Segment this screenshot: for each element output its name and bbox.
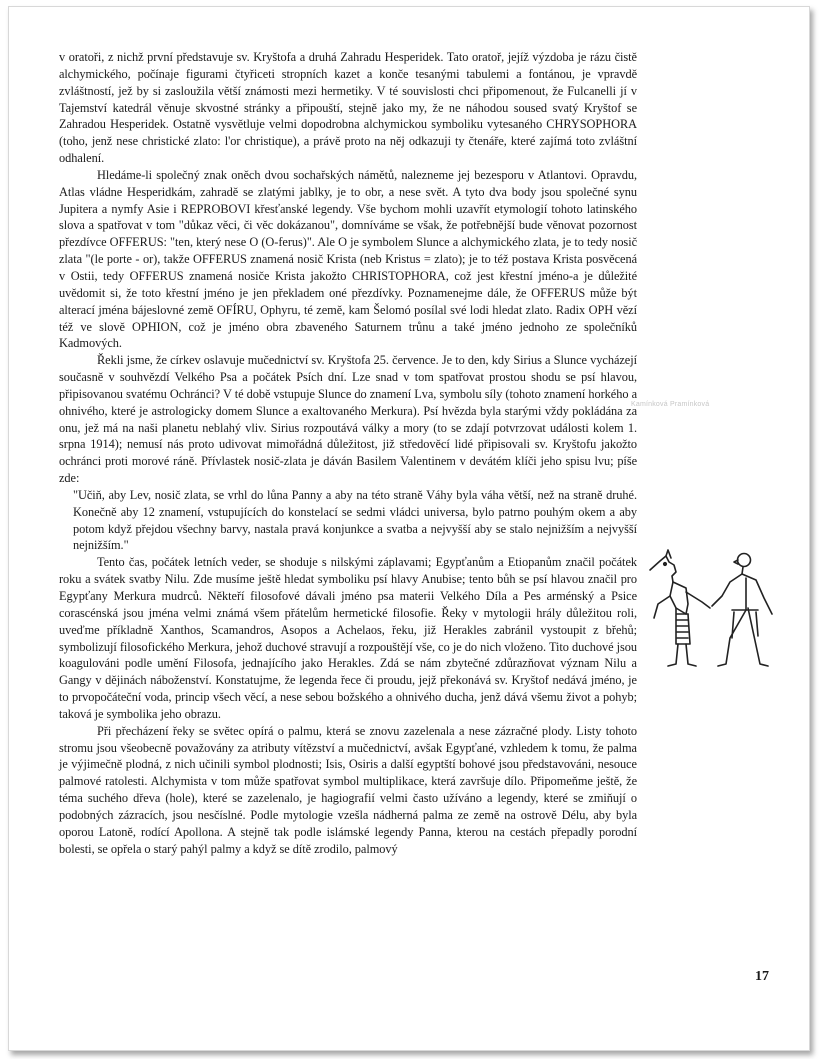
paragraph-2: Hledáme-li společný znak oněch dvou sochařských námětů, nalezneme jej bezesporu v Atlantovi. Opravdu, Atlas vládne Hesperidkám, zahradě se zlatými jablky, je to obr, a nese svět. A tyto dva body jsou společné synu Jupitera a nymfy Asie i REPROBOVI křesťanské legendy. Vše bychom mohli uzavřít etymologií tohoto latinského slova a spatřovat v tom "důkaz věci, či věc dokázanou", domníváme se však, že potřebnější bude věnovat pozornost přezdívce OFFERUS: "ten, který nese O (O-ferus)". Ale O je symbolem Slunce a alchymického zlata, je to tedy nosič zlata "(le porte - or), takže OFFERUS znamená nosič Krista (neb Kristus = zlato); je to též postava Krista posvěcená v Ostii, tedy OFFERUS znamená nosiče Krista jakožto CHRISTOPHORA, což jest křestní jméno-a je důležité uvědomit si, že toto křestní jméno je jen překladem oné přezdívky. Poznamenejme dále, že OFFERUS může být alterací jména bájeslovné země OFÍRU, Ophyru, té země, kam Šelomó posílal své lodi hledat zlato. Radix OPH vězí též ve slově OPHION, což je jméno obra zbaveného Saturnem trůnu a také jméno jednoho ze společníků Kadmových. xyxy=(59,167,637,351)
paragraph-5: Tento čas, počátek letních veder, se shoduje s nilskými záplavami; Egypťanům a Etiopanům značil počátek roku a svátek svatby Nilu. Zde musíme ještě hledat symboliku psí hlavy Anubise; tento bůh se psí hlavou značil pro Egypťany Merkura mudrců. Někteří filosofové dávali jméno psa materii Velkého Díla a Pes arménský a Psice corascénská jsou jména velmi známá všem přátelům hermetické filosofie. Řeky v mytologii hrály důležitou roli, uveďme příkladně Xanthos, Scamandros, Asopos a Achelaos, řeku, již Herakles zabránil vystoupit z břehů; symbolizují filosofického Merkura, jehož duchové stravují a rozpouštějí vše, co je do nich vloženo. Tito duchové jsou koagulováni podle umění Filosofa, jednajícího jako Herakles. Zdá se nám zbytečné zdůrazňovat význam Nilu a Gangy v dějinách náboženství. Konstatujme, že legenda řece či proudu, jejž překonává sv. Kryštof nedává jméno, je to prvopočáteční voda, princip všech věcí, a nese sebou božského a ohnivého ducha, jenž dává všemu život a pohyb; taková je symbolika jeho obrazu. xyxy=(59,555,637,721)
paragraph-3: Řekli jsme, že církev oslavuje mučednictví sv. Kryštofa 25. července. Je to den, kdy Sirius a Slunce vycházejí současně v souhvězdí Velkého Psa a počátek Psích dní. Lze snad v tom spatřovat prostou shodu se psí hlavou, připisovanou svatému Ochránci? V té době vstupuje Slunce do znamení Lva, symbolu síly (tohoto znamení horkého a ohnivého, které je astrologicky domem Slunce a exaltovaného Merkura). Psí hvězda byla starými vždy pokládána za onu, jež má na naši planetu neblahý vliv. Sirius rozpoutává války a mory (to se zdají potvrzovat události kolem 1. srpna 1914); nemusí nás proto udivovat mimořádná důležitost, již středověcí lidé připisovali sv. Kryštofu jakožto ochránci proti morové ráně. Přívlastek nosič-zlata je dáván Basilem Valentinem v devátém klíči jeho spisu lvu; píše zde: xyxy=(59,353,637,486)
document-page xyxy=(8,6,810,1051)
margin-note: Kamínková Pramínková xyxy=(631,401,710,408)
quote-paragraph: "Učiň, aby Lev, nosič zlata, se vrhl do lůna Panny a aby na této straně Váhy byla váha větší, než na straně druhé. Konečně aby 12 znamení, vstupujících do konstelací se sedmi vládci universa, bylo patrno pouhým okem a aby potom když přejdou všechny barvy, nastala pravá konjunkce a svatba a nejvyšší aby se stalo nejnižším a nejvyšší nejnižším." xyxy=(73,487,637,553)
anubis-and-figure-illustration xyxy=(646,548,796,668)
paragraph-1: v oratoři, z nichž první představuje sv. Kryštofa a druhá Zahradu Hesperidek. Tato oratoř, jejíž výzdoba je rázu čistě alchymického, počínaje figurami čtyřiceti stropních kazet a konče tesanými tabulemi a fontánou, je vpravdě zvláštností, jež by si zasloužila větší známosti mezi hermetiky. V té souvislosti chci připomenout, že Fulcanelli jí v Tajemství katedrál věnuje skvostné stránky a připouští, stejně jako my, že ne náhodou soused svatý Kryštof se Zahradou Hesperidek. Ostatně vysvětluje velmi dopodrobna alchymickou symboliku vytesaného CHRYSOPHORA (toho, jenž nese christické zlato: l'or christique), a právě proto na něj odkazuji ty čtenáře, které zajímá toto zvláštní odhalení. xyxy=(59,50,637,166)
paragraph-6: Při přecházení řeky se světec opírá o palmu, která se znovu zazelenala a nese zázračné plody. Listy tohoto stromu jsou všeobecně považovány za atributy vítězství a mučednictví, avšak Egypťané, vzhledem k tomu, že palma je výjimečně plodná, z nich učinili symbol plodnosti; Isis, Osiris a další egyptští bohové jsou představováni, nesouce palmové ratolesti. Alchymista v tom může spatřovat symbol multiplikace, která završuje dílo. Připomeňme ještě, že téma suchého dřeva (hole), které se zazelenalo, je hagiografií velmi často užíváno a legendy, které se zmiňují o podobných zázracích, jsou nesčíslné. Podle mytologie vzešla nádherná palma ze země na ostrově Délu, aby byla oporou Latoně, rodící Apollona. A stejně tak podle islámské legendy Panna, kterou na cestách přepadly porodní bolesti, se opřela o starý pahýl palmy a když se dítě zrodilo, palmový xyxy=(59,723,637,856)
page-number: 17 xyxy=(755,969,769,984)
body-text xyxy=(59,49,637,858)
